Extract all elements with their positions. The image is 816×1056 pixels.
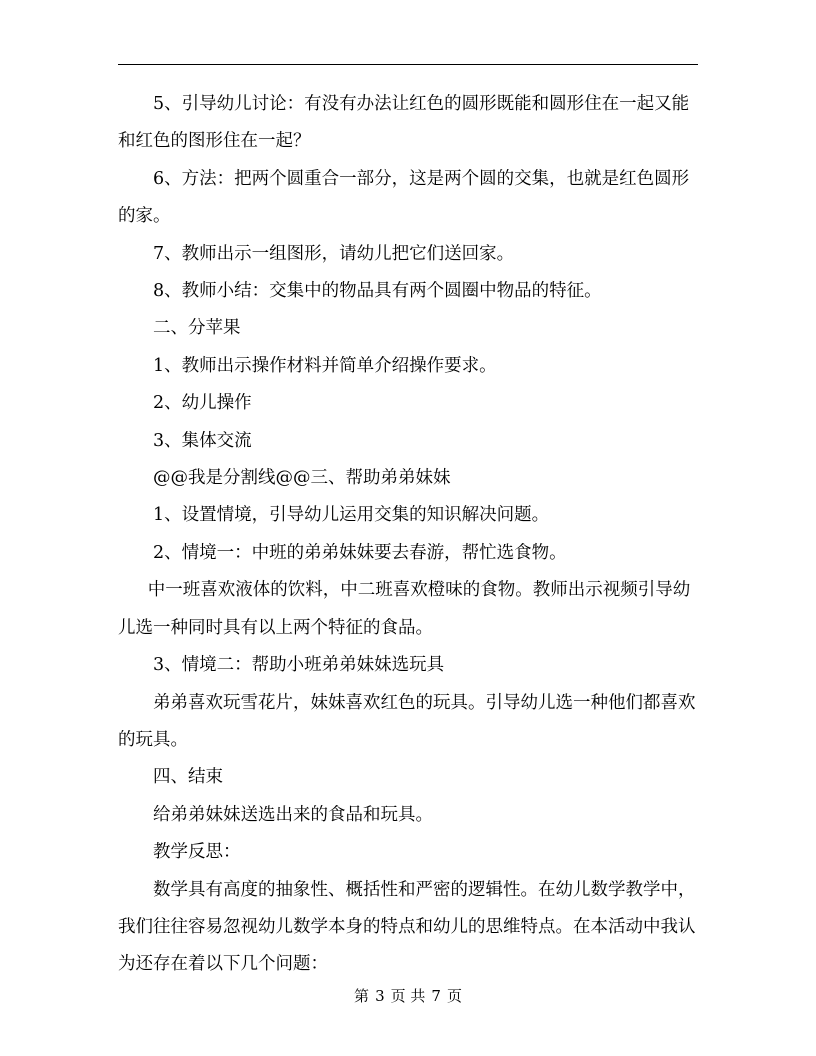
footer-prefix: 第 [354,987,370,1005]
footer-suffix: 页 [446,987,462,1005]
paragraph-8: 8、教师小结：交集中的物品具有两个圆圈中物品的特征。 [153,281,602,302]
paragraph-5: 5、引导幼儿讨论：有没有办法让红色的圆形既能和圆形住在一起又能和红色的图形住在一起？ [118,94,690,152]
paragraph-3-2-detail: 中一班喜欢液体的饮料，中二班喜欢橙味的食物。教师出示视频引导幼儿选一种同时具有以上两个特征的食品。 [118,580,691,638]
paragraph-3-1: 1、设置情境，引导幼儿运用交集的知识解决问题。 [153,505,550,526]
paragraph-3-3-detail: 弟弟喜欢玩雪花片，妹妹喜欢红色的玩具。引导幼儿选一种他们都喜欢的玩具。 [118,692,696,750]
footer-middle: 页 共 [390,987,426,1005]
paragraph-2-2: 2、幼儿操作 [153,393,252,414]
page-footer [0,986,816,1006]
paragraph-2-3: 3、集体交流 [153,430,252,451]
paragraph-4-detail: 给弟弟妹妹送选出来的食品和玩具。 [153,804,433,825]
section-heading-3: @@我是分割线@@三、帮助弟弟妹妹 [153,468,451,489]
paragraph-2-1: 1、教师出示操作材料并简单介绍操作要求。 [153,355,497,376]
section-heading-4: 四、结束 [153,767,223,788]
paragraph-3-2: 2、情境一：中班的弟弟妹妹要去春游，帮忙选食物。 [153,542,567,563]
reflection-heading: 教学反思： [153,842,241,863]
footer-page-number: 3 [375,987,385,1005]
paragraph-6: 6、方法：把两个圆重合一部分，这是两个圆的交集，也就是红色圆形的家。 [118,168,690,227]
reflection-paragraph: 数学具有高度的抽象性、概括性和严密的逻辑性。在幼儿数学教学中，我们往往容易忽视幼儿数学本身的特点和幼儿的思维特点。在本活动中我认为还存在着以下几个问题： [118,879,696,975]
paragraph-3-3: 3、情境二：帮助小班弟弟妹妹选玩具 [153,655,445,676]
footer-total-pages: 7 [431,987,441,1005]
paragraph-7: 7、教师出示一组图形，请幼儿把它们送回家。 [153,243,515,264]
document-body [118,86,698,984]
section-heading-2: 二、分苹果 [153,318,241,339]
header-rule [118,64,698,65]
